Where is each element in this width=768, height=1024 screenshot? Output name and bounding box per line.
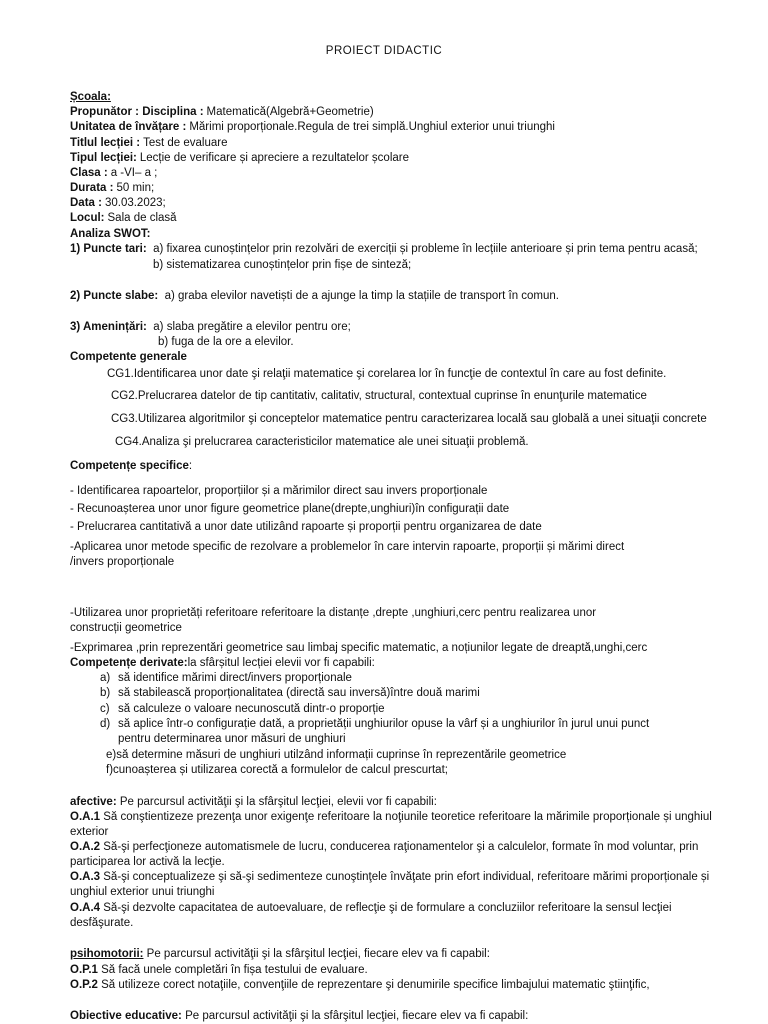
puncte-slabe-line — [70, 289, 748, 303]
titlul-label: Titlul lecției : — [70, 137, 141, 149]
competente-derivate-intro: la sfârșitul lecției elevii vor fi capabili: — [187, 657, 375, 669]
specifica-6: -Exprimarea ,prin reprezentări geometrice sau limbaj specific matematic, a noțiunilor legate de dreaptă,unghi,cerc — [70, 642, 648, 654]
unitatea-value: Mărimi proporționale.Regula de trei simplă.Unghiul exterior unui triunghi — [189, 121, 555, 133]
oa1-text-1: Să conştientizeze prezenţa unor exigenţe referitoare la noţiunile teoretice referitoare la mărimile proporționale și unghiul — [103, 811, 712, 823]
op2-label: O.P.2 — [70, 979, 98, 991]
afective-heading — [70, 795, 748, 809]
competente-generale-heading — [70, 350, 748, 364]
psihomotorii-intro: Pe parcursul activităţii şi la sfârşitul lecţiei, fiecare elev va fi capabil: — [146, 948, 490, 960]
unitatea-line — [70, 120, 748, 134]
oa2-label: O.A.2 — [70, 841, 101, 853]
durata-value: 50 min; — [116, 182, 155, 194]
titlul-value: Test de evaluare — [143, 137, 228, 149]
amenintari-label: 3) Amenințări: — [70, 321, 147, 333]
derivata-e: e)să determine măsuri de unghiuri utilzând informații cuprinse în reprezentările geometrice — [106, 749, 567, 761]
puncte-tari-a: a) fixarea cunoștințelor prin rezolvări de exerciții și probleme în lecțiile anterioare și prin tema pentru acasă; — [153, 243, 698, 255]
oa2-text-1: Să-şi perfecţioneze automatismele de lucru, conducerea raţionamentelor şi a calculelor, formate în mod voluntar, prin — [103, 841, 699, 853]
disciplina-value: Matematică(Algebră+Geometrie) — [206, 106, 374, 118]
puncte-slabe-a: a) graba elevilor navetiști de a ajunge la timp la stațiile de transport în comun. — [164, 290, 560, 302]
derivata-a-text: să identifice mărimi direct/invers proporționale — [118, 672, 352, 684]
afective-label: afective: — [70, 796, 117, 808]
amenintari-line-a — [70, 320, 748, 334]
scoala-line — [70, 90, 748, 104]
swot-heading — [70, 227, 748, 241]
cg2-item: CG2.Prelucrarea datelor de tip cantitativ, calitativ, structural, contextual cuprinse în enunţurile matematice — [111, 390, 647, 402]
tipul-line — [70, 151, 748, 165]
derivata-c-marker: c) — [100, 703, 110, 715]
puncte-slabe-label: 2) Puncte slabe: — [70, 290, 159, 302]
scoala-label: Școala: — [70, 91, 111, 103]
titlul-line — [70, 136, 748, 150]
oa4-text-1: Să-şi dezvolte capacitatea de autoevaluare, de reflecţie şi de formulare a concluziilor referitoare la sensul lecţiei — [103, 902, 672, 914]
specifica-5-line-2: construcții geometrice — [70, 622, 182, 634]
specifica-4-line-2: /invers proporționale — [70, 556, 175, 568]
derivata-d-text-1: să aplice într-o configurație dată, a proprietății unghiurilor opuse la vârf și a unghiurilor în jurul unui punct — [118, 718, 650, 730]
derivata-b-text: să stabilească proporționalitatea (directă sau inversă)între două marimi — [118, 687, 480, 699]
competente-derivate-heading — [70, 656, 748, 670]
derivata-c-text: să calculeze o valoare necunoscută dintr-o proporție — [118, 703, 385, 715]
psihomotorii-heading — [70, 947, 748, 961]
derivata-d — [100, 717, 748, 731]
unitatea-label: Unitatea de învățare : — [70, 121, 187, 133]
oa3-text-2: unghiul exterior unui triunghi — [70, 886, 215, 898]
oa1-line-1 — [70, 810, 748, 824]
derivata-a-marker: a) — [100, 672, 111, 684]
swot-label: Analiza SWOT: — [70, 228, 151, 240]
op1-label: O.P.1 — [70, 964, 98, 976]
amenintari-a: a) slaba pregătire a elevilor pentru ore; — [153, 321, 351, 333]
data-line — [70, 196, 748, 210]
propunator-label: Propunător : Disciplina : — [70, 106, 204, 118]
locul-value: Sala de clasă — [107, 212, 177, 224]
derivata-c — [100, 702, 748, 716]
competente-specifice-colon: : — [188, 460, 193, 472]
oa3-line-1 — [70, 870, 748, 884]
obiective-educative-heading — [70, 1009, 748, 1023]
clasa-line — [70, 166, 748, 180]
amenintari-b: b) fuga de la ore a elevilor. — [158, 336, 294, 348]
document-title: PROIECT DIDACTIC — [325, 45, 443, 57]
competente-specifice-label: Competențe specifice — [70, 460, 189, 472]
cg4-item: CG4.Analiza şi prelucrarea caracteristicilor matematice ale unei situaţii problemă. — [115, 436, 529, 448]
specifica-1: - Identificarea rapoartelor, proporțiilor și a mărimilor direct sau invers proporționale — [70, 485, 488, 497]
obiective-educative-label: Obiective educative: — [70, 1010, 182, 1022]
op1-text: Să facă unele completări în fișa testului de evaluare. — [101, 964, 368, 976]
tipul-value: Lecție de verificare și apreciere a rezultatelor școlare — [139, 152, 409, 164]
oa4-label: O.A.4 — [70, 902, 101, 914]
puncte-tari-label: 1) Puncte tari: — [70, 243, 147, 255]
op2-line — [70, 978, 748, 992]
specifica-3: - Prelucrarea cantitativă a unor date utilizând rapoarte și proporții pentru organizarea de date — [70, 521, 542, 533]
specifica-5-line-1: -Utilizarea unor proprietăți referitoare referitoare la distanțe ,drepte ,unghiuri,cerc pentru realizarea unor — [70, 607, 597, 619]
derivata-d-marker: d) — [100, 718, 111, 730]
cg1-item: CG1.Identificarea unor date şi relaţii matematice şi corelarea lor în funcţie de contextul în care au fost definite. — [107, 368, 667, 380]
cg3-item: CG3.Utilizarea algoritmilor şi conceptelor matematice pentru caracterizarea locală sau globală a unei situaţii concrete — [111, 413, 707, 425]
puncte-tari-line-a — [70, 242, 748, 256]
tipul-label: Tipul lecției: — [70, 152, 137, 164]
psihomotorii-label: psihomotorii: — [70, 948, 144, 960]
specifica-2: - Recunoașterea unor unor figure geometrice plane(drepte,unghiuri)în configurații date — [70, 503, 510, 515]
derivata-d-text-2: pentru determinarea unor măsuri de unghiuri — [118, 733, 346, 745]
op2-text: Să utilizeze corect notaţiile, convenţiile de reprezentare şi denumirile specifice limbajului matematic ştiinţific, — [101, 979, 650, 991]
oa2-text-2: participarea lor activă la lecţie. — [70, 856, 225, 868]
oa1-label: O.A.1 — [70, 811, 101, 823]
locul-line — [70, 211, 748, 225]
oa1-text-2: exterior — [70, 826, 109, 838]
locul-label: Locul: — [70, 212, 105, 224]
derivata-b — [100, 686, 748, 700]
oa4-line-1 — [70, 901, 748, 915]
derivata-b-marker: b) — [100, 687, 111, 699]
competente-derivate-label: Competențe derivate: — [70, 657, 188, 669]
afective-intro: Pe parcursul activităţii şi la sfârşitul lecţiei, elevii vor fi capabili: — [119, 796, 437, 808]
oa2-line-1 — [70, 840, 748, 854]
puncte-tari-b: b) sistematizarea cunoștințelor prin fișe de sinteză; — [153, 259, 412, 271]
derivata-a — [100, 671, 748, 685]
durata-label: Durata : — [70, 182, 114, 194]
oa3-text-1: Să-şi conceptualizeze şi să-şi sedimenteze cunoştinţele învăţate prin efort individual, referitoare mărimi proporționale și — [103, 871, 710, 883]
specifica-4-line-1: -Aplicarea unor metode specific de rezolvare a problemelor în care intervin rapoarte, proporții și mărimi direct — [70, 541, 625, 553]
durata-line — [70, 181, 748, 195]
propunator-line — [70, 105, 748, 119]
data-value: 30.03.2023; — [104, 197, 166, 209]
oa3-label: O.A.3 — [70, 871, 101, 883]
data-label: Data : — [70, 197, 102, 209]
competente-generale-label: Competente generale — [70, 351, 187, 363]
competente-specifice-heading — [70, 459, 748, 473]
clasa-value: a -VI– a ; — [110, 167, 158, 179]
clasa-label: Clasa : — [70, 167, 108, 179]
op1-line — [70, 963, 748, 977]
oa4-text-2: desfăşurate. — [70, 917, 134, 929]
derivata-f: f)cunoașterea și utilizarea corectă a formulelor de calcul prescurtat; — [106, 764, 448, 776]
obiective-educative-intro: Pe parcursul activităţii şi la sfârşitul lecţiei, fiecare elev va fi capabil: — [185, 1010, 529, 1022]
